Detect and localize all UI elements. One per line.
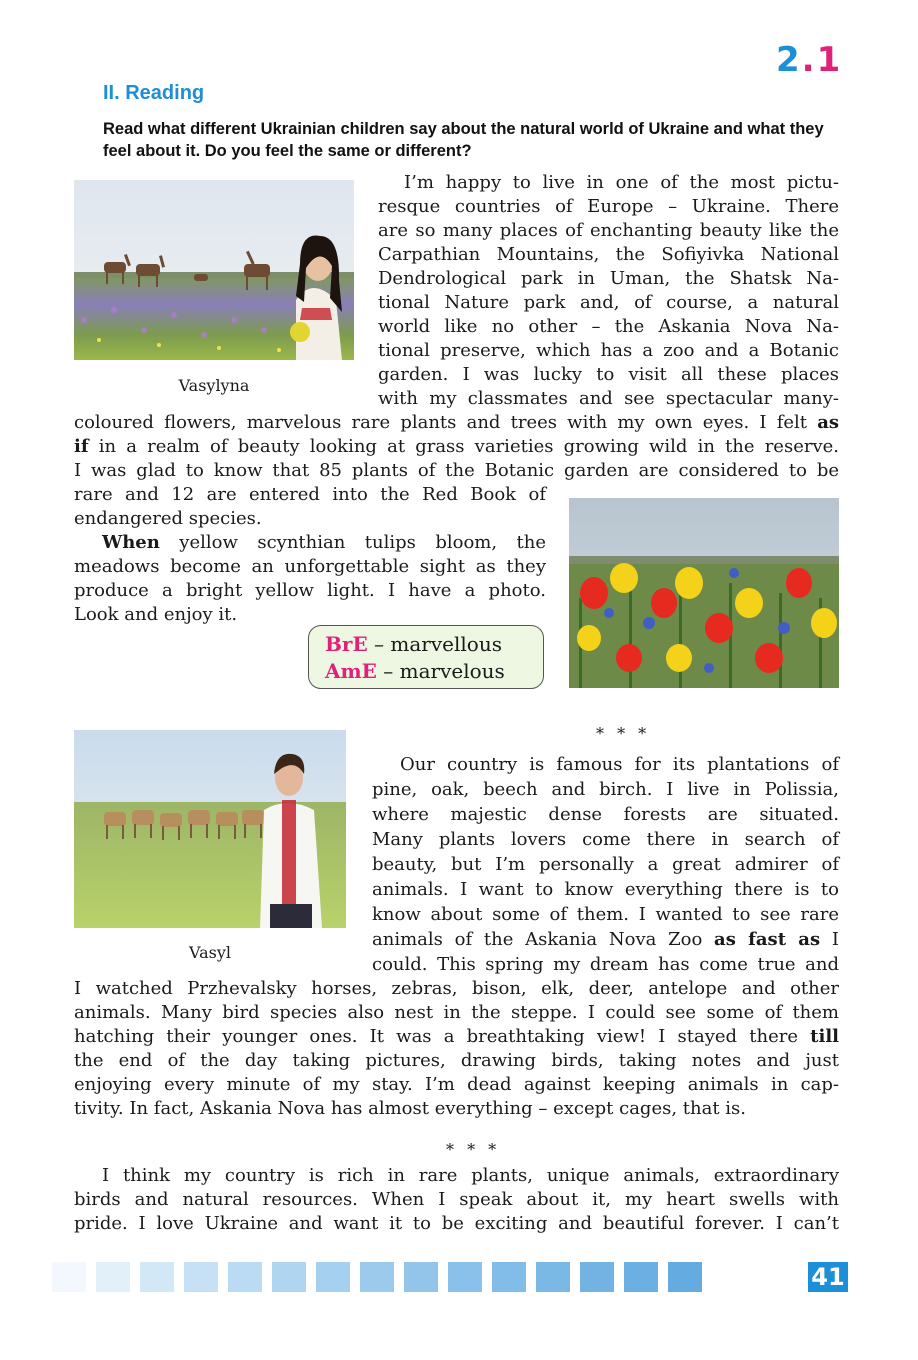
- story1-side-text: [378, 171, 839, 411]
- story1-narrow-text: [74, 483, 546, 627]
- field-with-antelopes-image: [74, 180, 354, 360]
- vasylyna-caption: Vasylyna: [178, 376, 250, 395]
- steppe-with-horses-image: [74, 730, 346, 928]
- story1-line: meadows become an unforgettable sight as they: [74, 556, 546, 577]
- story2-line: beauty, but I’m personally a great admirer of: [372, 854, 839, 875]
- story1-line: I’m happy to live in one of the most pictu-: [404, 172, 839, 193]
- unit-number: [776, 40, 842, 80]
- story1-line: Carpathian Mountains, the Sofiyivka National: [378, 244, 839, 265]
- story1-line: endangered species.: [74, 508, 262, 529]
- story1-line: resque countries of Europe – Ukraine. There: [378, 196, 839, 217]
- unit-number-dot: .: [801, 40, 817, 80]
- story1-line: When yellow scynthian tulips bloom, the: [102, 532, 546, 553]
- story1-line: I was glad to know that 85 plants of the Botanic garden are considered to be: [74, 460, 839, 481]
- unit-number-main: 2: [776, 40, 802, 80]
- story3-line: birds and natural resources. When I speak about it, my heart swells with: [74, 1189, 839, 1210]
- story2-line: animals of the Askania Nova Zoo as fast as I: [372, 929, 839, 950]
- story1-line: garden. I was lucky to visit all these places: [378, 364, 839, 385]
- story2-line: enjoying every minute of my stay. I’m dead against keeping animals in cap-: [74, 1074, 839, 1095]
- story1-line: coloured flowers, marvelous rare plants and trees with my own eyes. I felt as: [74, 412, 839, 433]
- story3-text: [74, 1164, 839, 1236]
- ame-value: – marvelous: [376, 659, 505, 683]
- story1-line: Look and enjoy it.: [74, 604, 238, 625]
- story2-line: could. This spring my dream has come true and: [372, 954, 839, 975]
- task-instruction: Read what different Ukrainian children say about the natural world of Ukraine and what they feel about it. Do you feel the same or different?: [103, 120, 824, 160]
- story1-line: if in a realm of beauty looking at grass varieties growing wild in the reserve.: [74, 436, 839, 457]
- story2-line: hatching their younger ones. It was a breathtaking view! I stayed there till: [74, 1026, 839, 1047]
- grammar-highlight: if: [74, 436, 89, 457]
- spelling-note-box: [308, 625, 544, 689]
- footer-decor-strip: [52, 1262, 702, 1292]
- grammar-highlight: till: [810, 1026, 839, 1047]
- story1-line: tional Nature park and, of course, a natural: [378, 292, 839, 313]
- story2-line: where majestic dense forests are situated.: [372, 804, 839, 825]
- story1-line: Dendrological park in Uman, the Shatsk Na-: [378, 268, 839, 289]
- story1-full-text: [74, 411, 839, 483]
- tulips-photo: [569, 498, 839, 688]
- story3-line: pride. I love Ukraine and want it to be exciting and beautiful forever. I can’t: [74, 1213, 839, 1234]
- page-number: 41: [808, 1262, 848, 1292]
- story3-line: I think my country is rich in rare plants, unique animals, extraordinary: [102, 1165, 839, 1186]
- grammar-highlight: as: [817, 412, 839, 433]
- story2-line: tivity. In fact, Askania Nova has almost everything – except cages, that is.: [74, 1098, 747, 1119]
- vasyl-caption: Vasyl: [189, 943, 231, 962]
- bre-label: BrE: [325, 632, 368, 656]
- section-title: II. Reading: [103, 82, 205, 104]
- ame-label: AmE: [325, 659, 377, 683]
- story1-line: rare and 12 are entered into the Red Book of: [74, 484, 546, 505]
- story2-line: I watched Przhevalsky horses, zebras, bison, elk, deer, antelope and other: [74, 978, 839, 999]
- bre-value: – marvellous: [367, 632, 502, 656]
- tulip-meadow-image: [569, 498, 839, 688]
- story2-line: Our country is famous for its plantations of: [400, 754, 839, 775]
- story1-line: tional preserve, which has a zoo and a Botanic: [378, 340, 839, 361]
- story2-line: Many plants lovers come there in search of: [372, 829, 839, 850]
- story2-line: pine, oak, beech and birch. I live in Polissia,: [372, 779, 839, 800]
- vasyl-photo: [74, 730, 346, 928]
- separator-stars: * * *: [446, 1140, 501, 1159]
- vasylyna-photo: [74, 180, 354, 360]
- story1-line: are so many places of enchanting beauty like the: [378, 220, 839, 241]
- separator-stars: * * *: [596, 724, 651, 743]
- grammar-highlight: as fast as: [714, 929, 821, 950]
- story2-line: know about some of them. I wanted to see rare: [372, 904, 839, 925]
- story1-line: with my classmates and see spectacular many-: [378, 388, 839, 409]
- unit-number-sub: 1: [816, 40, 843, 80]
- story2-side-text: [372, 752, 839, 977]
- grammar-highlight: When: [102, 532, 160, 553]
- story2-full-text: [74, 977, 839, 1121]
- story2-line: animals. Many bird species also nest in the steppe. I could see some of them: [74, 1002, 839, 1023]
- story1-line: produce a bright yellow light. I have a photo.: [74, 580, 546, 601]
- bre-line: [325, 631, 543, 658]
- story1-line: world like no other – the Askania Nova Na-: [378, 316, 839, 337]
- story2-line: the end of the day taking pictures, drawing birds, taking notes and just: [74, 1050, 839, 1071]
- story2-line: animals. I want to know everything there is to: [372, 879, 839, 900]
- ame-line: [325, 658, 543, 685]
